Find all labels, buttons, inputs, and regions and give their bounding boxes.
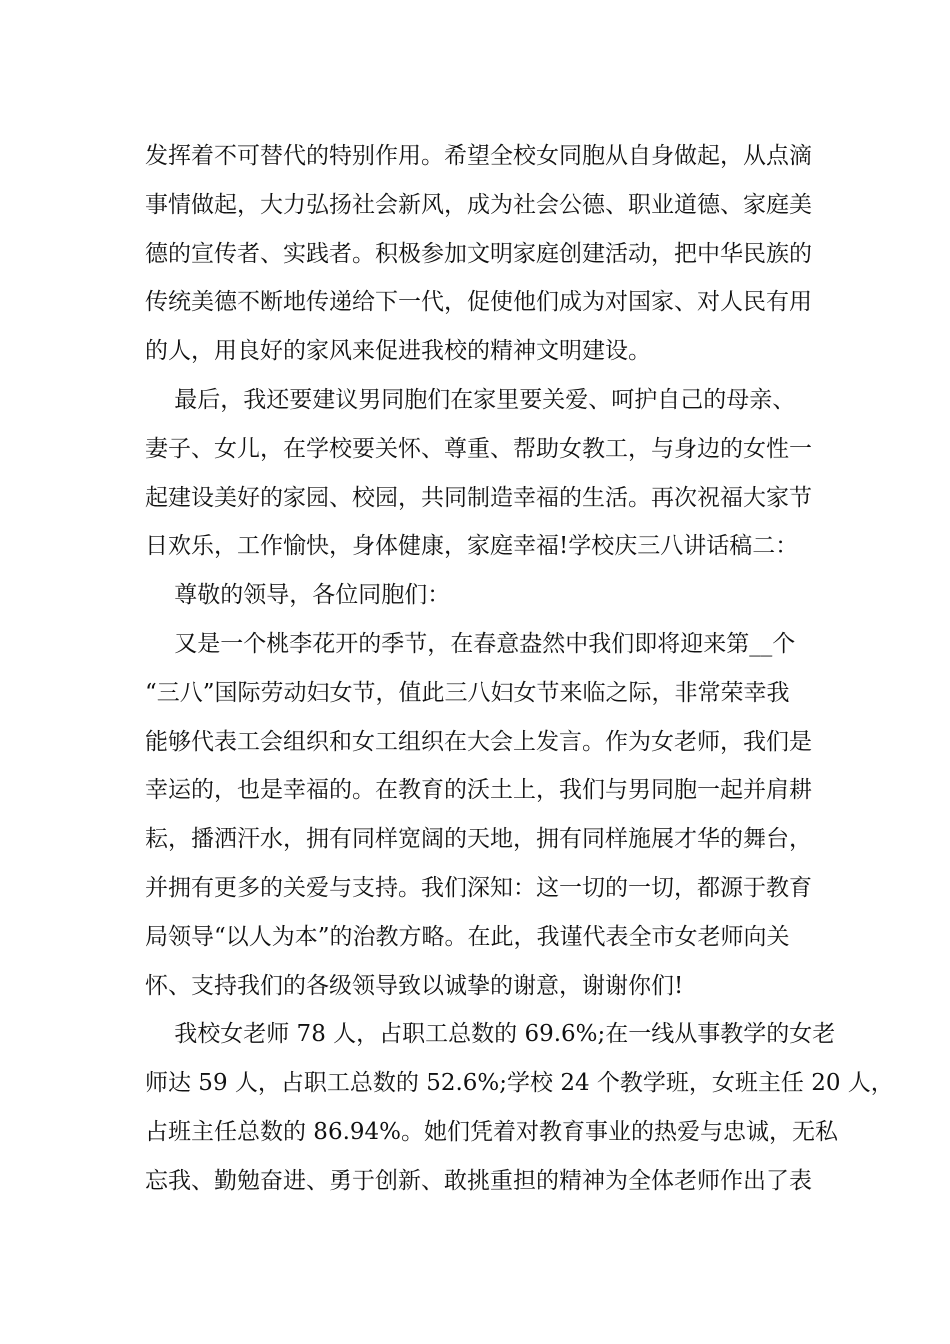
text-line: 我校女老师 78 人，占职工总数的 69.6%;在一线从事教学的女老 [145, 1021, 836, 1048]
text-line: 起建设美好的家园、校园，共同制造幸福的生活。再次祝福大家节 [145, 484, 812, 511]
text-line: 耘，播洒汗水，拥有同样宽阔的天地，拥有同样施展才华的舞台， [145, 826, 812, 853]
text-line: 能够代表工会组织和女工组织在大会上发言。作为女老师，我们是 [145, 728, 812, 755]
text-line: 最后，我还要建议男同胞们在家里要关爱、呵护自己的母亲、 [145, 386, 796, 413]
text-line: 传统美德不断地传递给下一代，促使他们成为对国家、对人民有用 [145, 289, 812, 316]
text-line: 事情做起，大力弘扬社会新风，成为社会公德、职业道德、家庭美 [145, 191, 812, 218]
text-line: 幸运的，也是幸福的。在教育的沃土上，我们与男同胞一起并肩耕 [145, 777, 812, 804]
text-line: 发挥着不可替代的特别作用。希望全校女同胞从自身做起，从点滴 [145, 143, 812, 169]
body-text [145, 132, 894, 1206]
text-line: 并拥有更多的关爱与支持。我们深知：这一切的一切，都源于教育 [145, 874, 812, 901]
text-line: 忘我、勤勉奋进、勇于创新、敢挑重担的精神为全体老师作出了表 [145, 1167, 812, 1194]
text-line: 尊敬的领导，各位同胞们： [145, 582, 451, 609]
text-line: 又是一个桃李花开的季节，在春意盎然中我们即将迎来第__个 [145, 630, 796, 657]
text-line: 德的宣传者、实践者。积极参加文明家庭创建活动，把中华民族的 [145, 240, 812, 267]
text-line: 占班主任总数的 86.94%。她们凭着对教育事业的热爱与忠诚，无私 [145, 1118, 839, 1145]
text-line: “三八”国际劳动妇女节，值此三八妇女节来临之际，非常荣幸我 [145, 679, 790, 706]
text-line: 局领导“以人为本”的治教方略。在此，我谨代表全市女老师向关 [145, 923, 790, 950]
text-line: 怀、支持我们的各级领导致以诚挚的谢意，谢谢你们! [145, 972, 684, 999]
text-line: 妻子、女儿，在学校要关怀、尊重、帮助女教工，与身边的女性一 [145, 435, 812, 462]
text-line: 日欢乐，工作愉快，身体健康，家庭幸福!学校庆三八讲话稿二： [145, 533, 799, 560]
text-line: 的人，用良好的家风来促进我校的精神文明建设。 [145, 338, 651, 365]
text-line: 师达 59 人，占职工总数的 52.6%;学校 24 个教学班，女班主任 20 人， [145, 1070, 894, 1097]
